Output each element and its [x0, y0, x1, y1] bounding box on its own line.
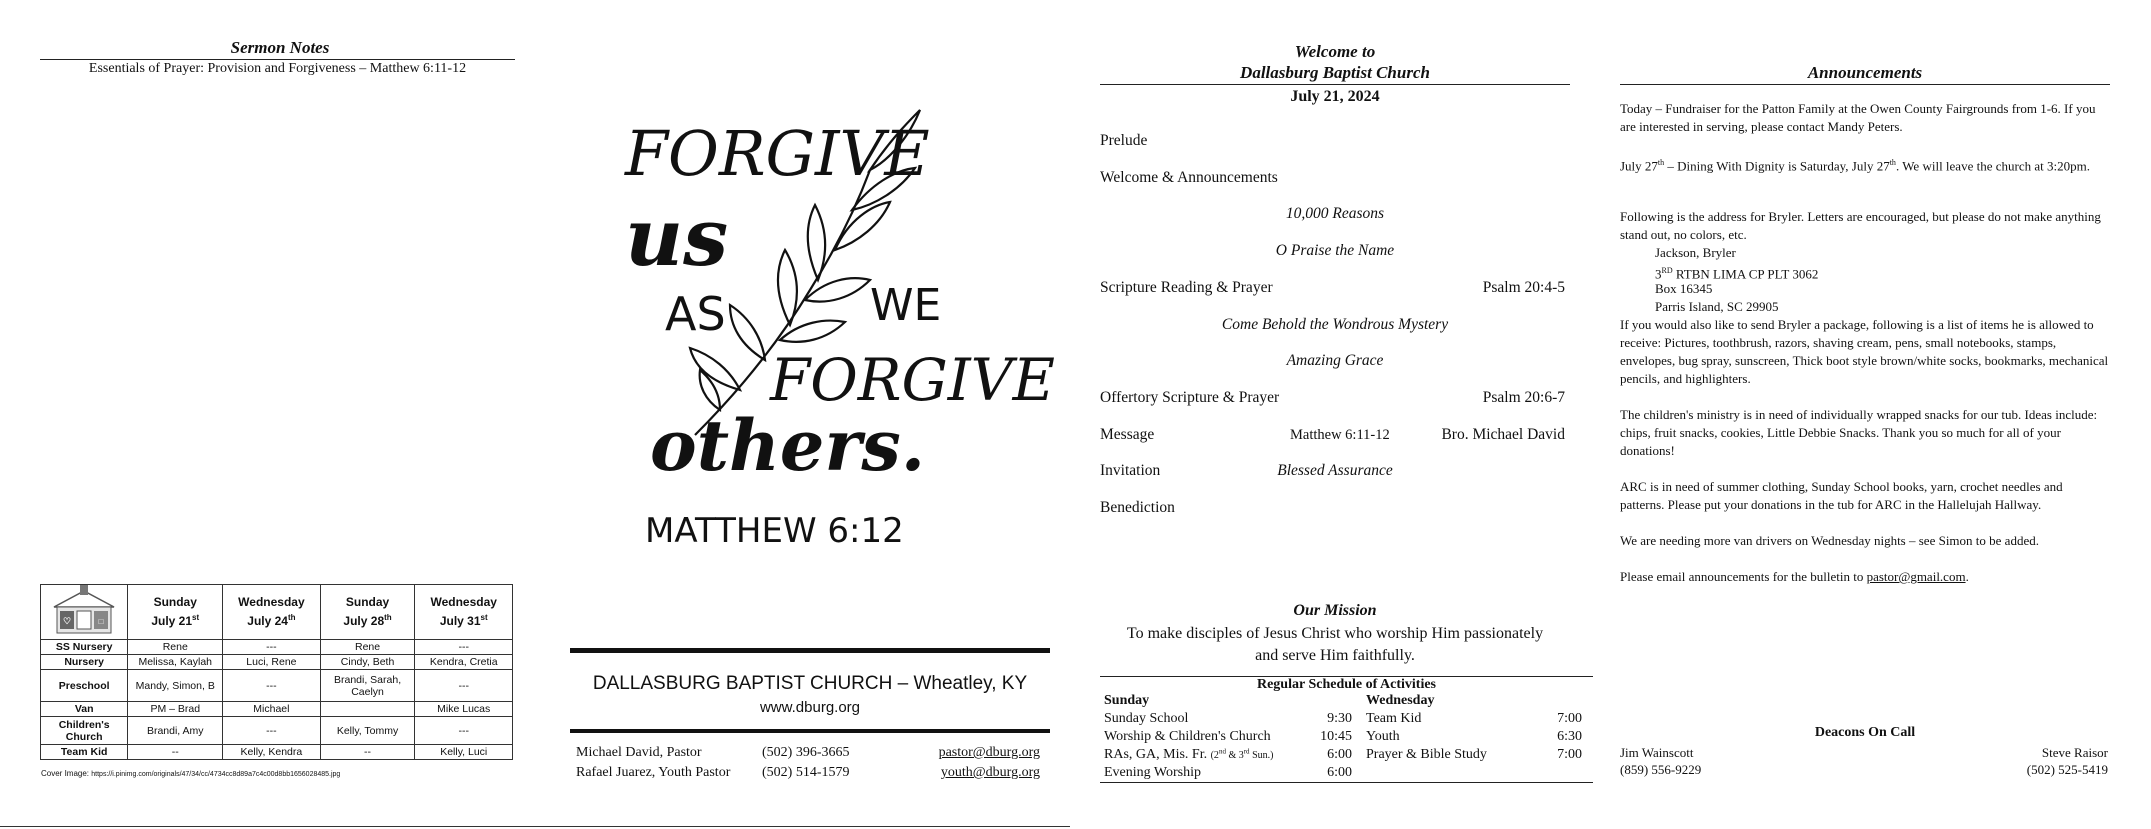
announcement-text: July 27 [1620, 158, 1658, 174]
activity-note: (2 [1210, 750, 1219, 761]
sunday-activity-time: 9:30 [1327, 711, 1352, 726]
table-cell: --- [223, 670, 321, 702]
announcement-van-drivers: We are needing more van drivers on Wednesday nights – see Simon to be added. [1620, 533, 2039, 548]
welcome-rule [1100, 84, 1570, 85]
table-cell: --- [223, 640, 321, 655]
order-message-speaker: Bro. Michael David [1441, 426, 1565, 443]
order-scripture: Scripture Reading & Prayer [1100, 279, 1273, 296]
order-offertory-ref: Psalm 20:6-7 [1482, 389, 1565, 406]
header-date: July 31 [439, 614, 481, 628]
church-logo-icon [49, 585, 119, 635]
row-label: Preschool [41, 670, 128, 702]
contact-phone: (502) 514-1579 [762, 765, 850, 780]
table-cell: --- [415, 717, 513, 745]
table-cell: Kendra, Cretia [415, 655, 513, 670]
header-date-suffix: st [192, 613, 200, 622]
wednesday-activity-time: 7:00 [1557, 747, 1582, 762]
header-date: July 21 [151, 614, 193, 628]
regular-sunday-heading: Sunday [1104, 693, 1150, 708]
regular-schedule-bottom-rule [1100, 782, 1593, 783]
table-cell: -- [128, 745, 223, 760]
church-banner-top-rule [570, 648, 1050, 653]
address-line: Parris Island, SC 29905 [1655, 299, 1779, 314]
contact-email-link[interactable]: youth@dburg.org [940, 765, 1040, 780]
sunday-activity-time: 6:00 [1327, 765, 1352, 780]
row-label: Team Kid [41, 745, 128, 760]
svg-text:□: □ [98, 617, 104, 626]
cover-image-credit [41, 769, 340, 778]
activity-note: Sun.) [1249, 750, 1274, 761]
header-day: Sunday [153, 595, 197, 609]
table-cell: --- [223, 717, 321, 745]
header-date-suffix: th [384, 613, 392, 622]
table-cell: --- [415, 670, 513, 702]
deacon-left-phone: (859) 556-9229 [1620, 762, 1702, 777]
svg-text:♡: ♡ [63, 616, 72, 626]
artwork-word-forgive-2: FORGIVE [770, 346, 1055, 414]
sunday-activity: Worship & Children's Church [1104, 729, 1271, 744]
order-song: Come Behold the Wondrous Mystery [1221, 316, 1449, 333]
church-banner-bottom-rule [570, 729, 1050, 733]
table-row [41, 655, 513, 670]
artwork-reference: MATTHEW 6:12 [645, 511, 904, 551]
sunday-activity-time: 10:45 [1320, 729, 1352, 744]
row-label: Van [41, 702, 128, 717]
table-cell: Luci, Rene [223, 655, 321, 670]
contact-name: Rafael Juarez, Youth Pastor [576, 765, 731, 780]
table-cell: Rene [320, 640, 415, 655]
artwork-word-others: others. [650, 404, 926, 487]
order-song: O Praise the Name [1275, 242, 1395, 259]
row-label: SS Nursery [41, 640, 128, 655]
deacon-left-name: Jim Wainscott [1620, 745, 1694, 760]
address-line: Box 16345 [1655, 281, 1713, 296]
order-scripture-ref: Psalm 20:4-5 [1482, 279, 1565, 296]
announcement-email-link[interactable]: pastor@gmail.com [1866, 569, 1966, 584]
order-message-ref: Matthew 6:11-12 [1290, 427, 1390, 443]
table-cell: Kelly, Kendra [223, 745, 321, 760]
artwork-word-us: us [625, 190, 729, 284]
announcement-fundraiser: Today – Fundraiser for the Patton Family at the Owen County Fairgrounds from 1-6. If you are interested in serving, please contact Mandy Peters. [1620, 101, 2096, 134]
table-row [41, 745, 513, 760]
cover-image-label: Cover Image: [41, 769, 90, 778]
schedule-header-col [128, 585, 223, 640]
sunday-activity: Evening Worship [1104, 765, 1201, 780]
announcement-email [1620, 568, 2110, 586]
table-cell: Melissa, Kaylah [128, 655, 223, 670]
wednesday-activity-time: 6:30 [1557, 729, 1582, 744]
table-cell: Mandy, Simon, B [128, 670, 223, 702]
wednesday-activity-time: 7:00 [1557, 711, 1582, 726]
wednesday-activity: Team Kid [1366, 711, 1422, 726]
header-date-suffix: th [287, 613, 296, 622]
announcement-bryler-address: Following is the address for Bryler. Letters are encouraged, but please do not make anything stand out, no colors, etc. [1620, 209, 2101, 242]
schedule-header-col [415, 585, 513, 640]
sunday-activity: Sunday School [1104, 711, 1189, 726]
announcement-suffix: th [1889, 158, 1896, 167]
table-cell: Mike Lucas [415, 702, 513, 717]
row-label: Nursery [41, 655, 128, 670]
mission-text: To make disciples of Jesus Christ who worship Him passionately and serve Him faithfully. [1126, 625, 1544, 664]
activity-note-suffix: rd [1243, 747, 1250, 756]
table-cell: Kelly, Tommy [320, 717, 415, 745]
table-cell: --- [415, 640, 513, 655]
table-cell: Michael [223, 702, 321, 717]
table-header-row [41, 585, 513, 640]
address-line: Jackson, Bryler [1655, 245, 1736, 260]
schedule-header-col [320, 585, 415, 640]
table-cell: Brandi, Sarah, Caelyn [320, 670, 415, 702]
wednesday-activity: Youth [1366, 729, 1400, 744]
header-day: Wednesday [238, 595, 305, 609]
service-date: July 21, 2024 [1290, 88, 1380, 105]
announcement-text: Please email announcements for the bulletin to [1620, 569, 1867, 584]
announcements-title: Announcements [1807, 63, 1923, 82]
contact-name: Michael David, Pastor [576, 745, 702, 760]
row-label: Children's Church [41, 717, 128, 745]
order-welcome-announcements: Welcome & Announcements [1100, 169, 1278, 186]
sermon-subtitle: Essentials of Prayer: Provision and Forgiveness – Matthew 6:11-12 [88, 61, 467, 76]
announcements-rule [1620, 84, 2110, 85]
artwork-word-as: AS [665, 287, 726, 341]
announcement-package-items: If you would also like to send Bryler a package, following is a list of items he is allowed to receive: Pictures, toothbrush, razors, shaving cream, pens, small notebooks, stamps, envelopes, bug spray, sunscreen, Thick boot style brown/white socks, bookmarks, mechanical pencils, and highlighters. [1620, 317, 2109, 386]
sunday-activity-name: RAs, GA, Mis. Fr. [1104, 747, 1208, 762]
announcement-dining [1620, 154, 2110, 175]
regular-wednesday-heading: Wednesday [1366, 693, 1435, 708]
order-song: Amazing Grace [1286, 352, 1384, 369]
deacon-right-name: Steve Raisor [2041, 745, 2108, 760]
header-day: Wednesday [430, 595, 497, 609]
table-row [41, 702, 513, 717]
table-cell: Brandi, Amy [128, 717, 223, 745]
order-song: 10,000 Reasons [1285, 205, 1385, 222]
deacon-right-phone: (502) 525-5419 [2026, 762, 2108, 777]
table-cell [320, 702, 415, 717]
header-date: July 28 [343, 614, 385, 628]
table-cell: -- [320, 745, 415, 760]
table-cell: PM – Brad [128, 702, 223, 717]
announcement-text: . [1965, 569, 1969, 584]
order-prelude: Prelude [1100, 132, 1148, 149]
wednesday-activity: Prayer & Bible Study [1366, 747, 1487, 762]
order-benediction: Benediction [1100, 499, 1175, 516]
welcome-line-2: Dallasburg Baptist Church [1240, 63, 1430, 82]
table-cell: Kelly, Luci [415, 745, 513, 760]
address-text: 3 [1655, 266, 1662, 282]
sermon-title-rule [40, 59, 515, 60]
announcement-text: – Dining With Dignity is Saturday, July 27 [1664, 158, 1890, 174]
sermon-notes-title: Sermon Notes [230, 38, 330, 57]
page-bottom-rule [0, 826, 1070, 827]
order-offertory: Offertory Scripture & Prayer [1100, 389, 1280, 406]
cover-image-url[interactable]: https://i.pinimg.com/originals/47/34/cc/4734cc8d89a7c4c00d8bb1656028485.jpg [91, 771, 341, 778]
church-logo-cell [41, 585, 128, 640]
address-suffix: RD [1661, 266, 1673, 275]
activity-note-suffix: nd [1218, 747, 1226, 756]
announcement-childrens-snacks: The children's ministry is in need of individually wrapped snacks for our tub. Ideas include: chips, fruit snacks, cookies, Little Debbie Snacks. Thank you so much for all of your donations! [1620, 407, 2098, 458]
order-message: Message [1100, 426, 1155, 443]
church-name: DALLASBURG BAPTIST CHURCH – Wheatley, KY [592, 673, 1028, 694]
table-row [41, 640, 513, 655]
table-row [41, 670, 513, 702]
welcome-line-1: Welcome to [1294, 42, 1376, 61]
order-invitation: Invitation [1100, 462, 1161, 479]
contact-phone: (502) 396-3665 [762, 745, 850, 760]
contact-email-link[interactable]: pastor@dburg.org [938, 745, 1040, 760]
artwork-word-we: WE [870, 280, 942, 331]
deacons-title: Deacons On Call [1814, 725, 1916, 740]
table-cell: Rene [128, 640, 223, 655]
mission-title: Our Mission [1293, 602, 1377, 619]
order-invitation-song: Blessed Assurance [1277, 462, 1393, 479]
address-text: RTBN LIMA CP PLT 3062 [1672, 266, 1819, 282]
announcement-text: . We will leave the church at 3:20pm. [1895, 158, 2090, 174]
table-cell: Cindy, Beth [320, 655, 415, 670]
announcement-suffix: th [1657, 158, 1665, 167]
announcement-arc: ARC is in need of summer clothing, Sunday School books, yarn, crochet needles and patterns. Please put your donations in the tub for ARC in the Hallelujah Hallway. [1620, 479, 2063, 512]
church-website[interactable]: www.dburg.org [759, 699, 861, 716]
schedule-header-col [223, 585, 321, 640]
regular-schedule-title: Regular Schedule of Activities [1256, 677, 1436, 692]
table-row [41, 717, 513, 745]
artwork-word-forgive: FORGIVE [625, 117, 930, 190]
sunday-activity-time: 6:00 [1327, 747, 1352, 762]
forgive-us-artwork [590, 90, 1055, 560]
activity-note: & 3 [1225, 750, 1244, 761]
nursery-schedule-table [40, 584, 513, 760]
header-day: Sunday [345, 595, 390, 609]
header-date: July 24 [247, 614, 288, 628]
sunday-activity [1104, 747, 1273, 763]
header-date-suffix: st [480, 613, 488, 622]
